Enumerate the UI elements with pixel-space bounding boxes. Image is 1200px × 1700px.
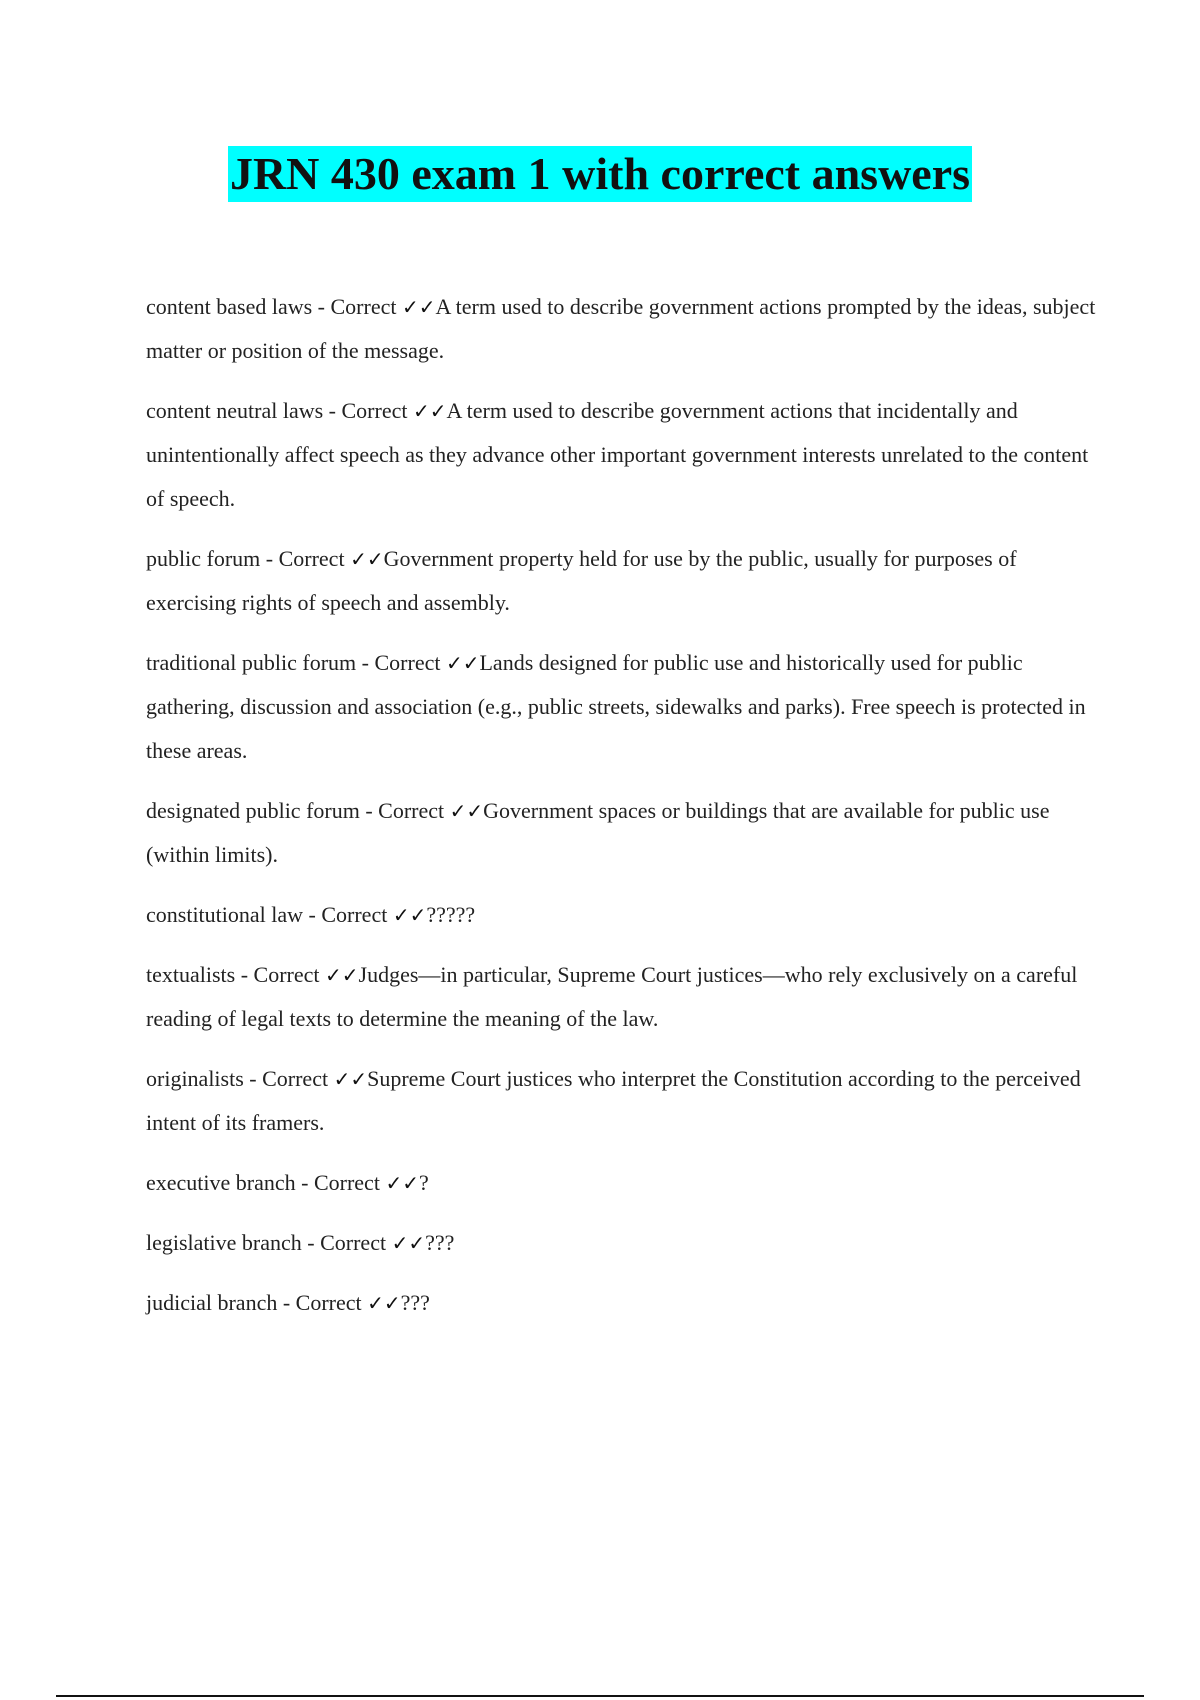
correct-label: - Correct	[359, 798, 450, 823]
flashcard-entry	[146, 789, 1096, 877]
checkmark-icon: ✓✓	[367, 1291, 401, 1315]
entry-answer: Government property held for use by the public, usually for purposes of exercising rights of speech and assembly.	[146, 546, 1017, 615]
checkmark-icon: ✓✓	[412, 399, 447, 423]
flashcard-entry	[146, 1057, 1096, 1145]
entry-term: legislative branch	[146, 1230, 302, 1255]
entry-term: designated public forum	[146, 798, 360, 823]
flashcard-entry	[146, 893, 1096, 937]
entry-answer: Lands designed for public use and historically used for public gathering, discussion and association (e.g., public streets, sidewalks and parks). Free speech is protected in these areas.	[146, 650, 1086, 763]
entry-term: constitutional law	[146, 902, 304, 927]
flashcard-entry	[146, 1221, 1096, 1265]
correct-label: - Correct	[260, 546, 351, 571]
entry-term: originalists	[146, 1066, 244, 1091]
page-title: JRN 430 exam 1 with correct answers	[228, 146, 972, 202]
flashcard-entry	[146, 537, 1096, 625]
entry-answer: A term used to describe government actions prompted by the ideas, subject matter or position of the message.	[146, 294, 1096, 363]
footer-divider	[56, 1695, 1144, 1697]
checkmark-icon: ✓✓	[350, 547, 384, 571]
checkmark-icon: ✓✓	[449, 799, 484, 823]
checkmark-icon: ✓✓	[385, 1171, 419, 1195]
checkmark-icon: ✓✓	[333, 1067, 368, 1091]
correct-label: - Correct	[303, 902, 393, 927]
checkmark-icon: ✓✓	[392, 903, 427, 927]
correct-label: - Correct	[356, 650, 446, 675]
entry-term: public forum	[146, 546, 261, 571]
checkmark-icon: ✓✓	[445, 651, 480, 675]
entry-answer: A term used to describe government actions that incidentally and unintentionally affect speech as they advance other important government interests unrelated to the content of speech.	[146, 398, 1089, 511]
flashcard-entry	[146, 641, 1096, 773]
title-wrapper	[0, 146, 1200, 202]
entry-answer: Supreme Court justices who interpret the Constitution according to the perceived intent of its framers.	[146, 1066, 1081, 1135]
entry-answer: ?????	[426, 902, 476, 927]
flashcard-entry	[146, 1281, 1096, 1325]
entry-term: executive branch	[146, 1170, 296, 1195]
entry-answer: ?	[418, 1170, 429, 1195]
flashcard-entry	[146, 1161, 1096, 1205]
flashcard-entry	[146, 953, 1096, 1041]
entry-term: content based laws	[146, 294, 313, 319]
checkmark-icon: ✓✓	[391, 1231, 426, 1255]
flashcard-entry	[146, 389, 1096, 521]
entry-answer: Government spaces or buildings that are available for public use (within limits).	[146, 798, 1050, 867]
correct-label: - Correct	[235, 962, 326, 987]
entry-answer: ???	[425, 1230, 455, 1255]
flashcard-entry	[146, 285, 1096, 373]
correct-label: - Correct	[323, 398, 413, 423]
entry-term: judicial branch	[146, 1290, 278, 1315]
correct-label: - Correct	[301, 1230, 392, 1255]
entry-answer: Judges—in particular, Supreme Court justices—who rely exclusively on a careful reading of legal texts to determine the meaning of the law.	[146, 962, 1078, 1031]
checkmark-icon: ✓✓	[325, 963, 359, 987]
correct-label: - Correct	[277, 1290, 368, 1315]
correct-label: - Correct	[312, 294, 402, 319]
correct-label: - Correct	[243, 1066, 334, 1091]
flashcard-list	[146, 285, 1096, 1341]
entry-term: traditional public forum	[146, 650, 357, 675]
checkmark-icon: ✓✓	[401, 295, 436, 319]
entry-term: content neutral laws	[146, 398, 324, 423]
correct-label: - Correct	[295, 1170, 386, 1195]
entry-answer: ???	[400, 1290, 430, 1315]
entry-term: textualists	[146, 962, 236, 987]
